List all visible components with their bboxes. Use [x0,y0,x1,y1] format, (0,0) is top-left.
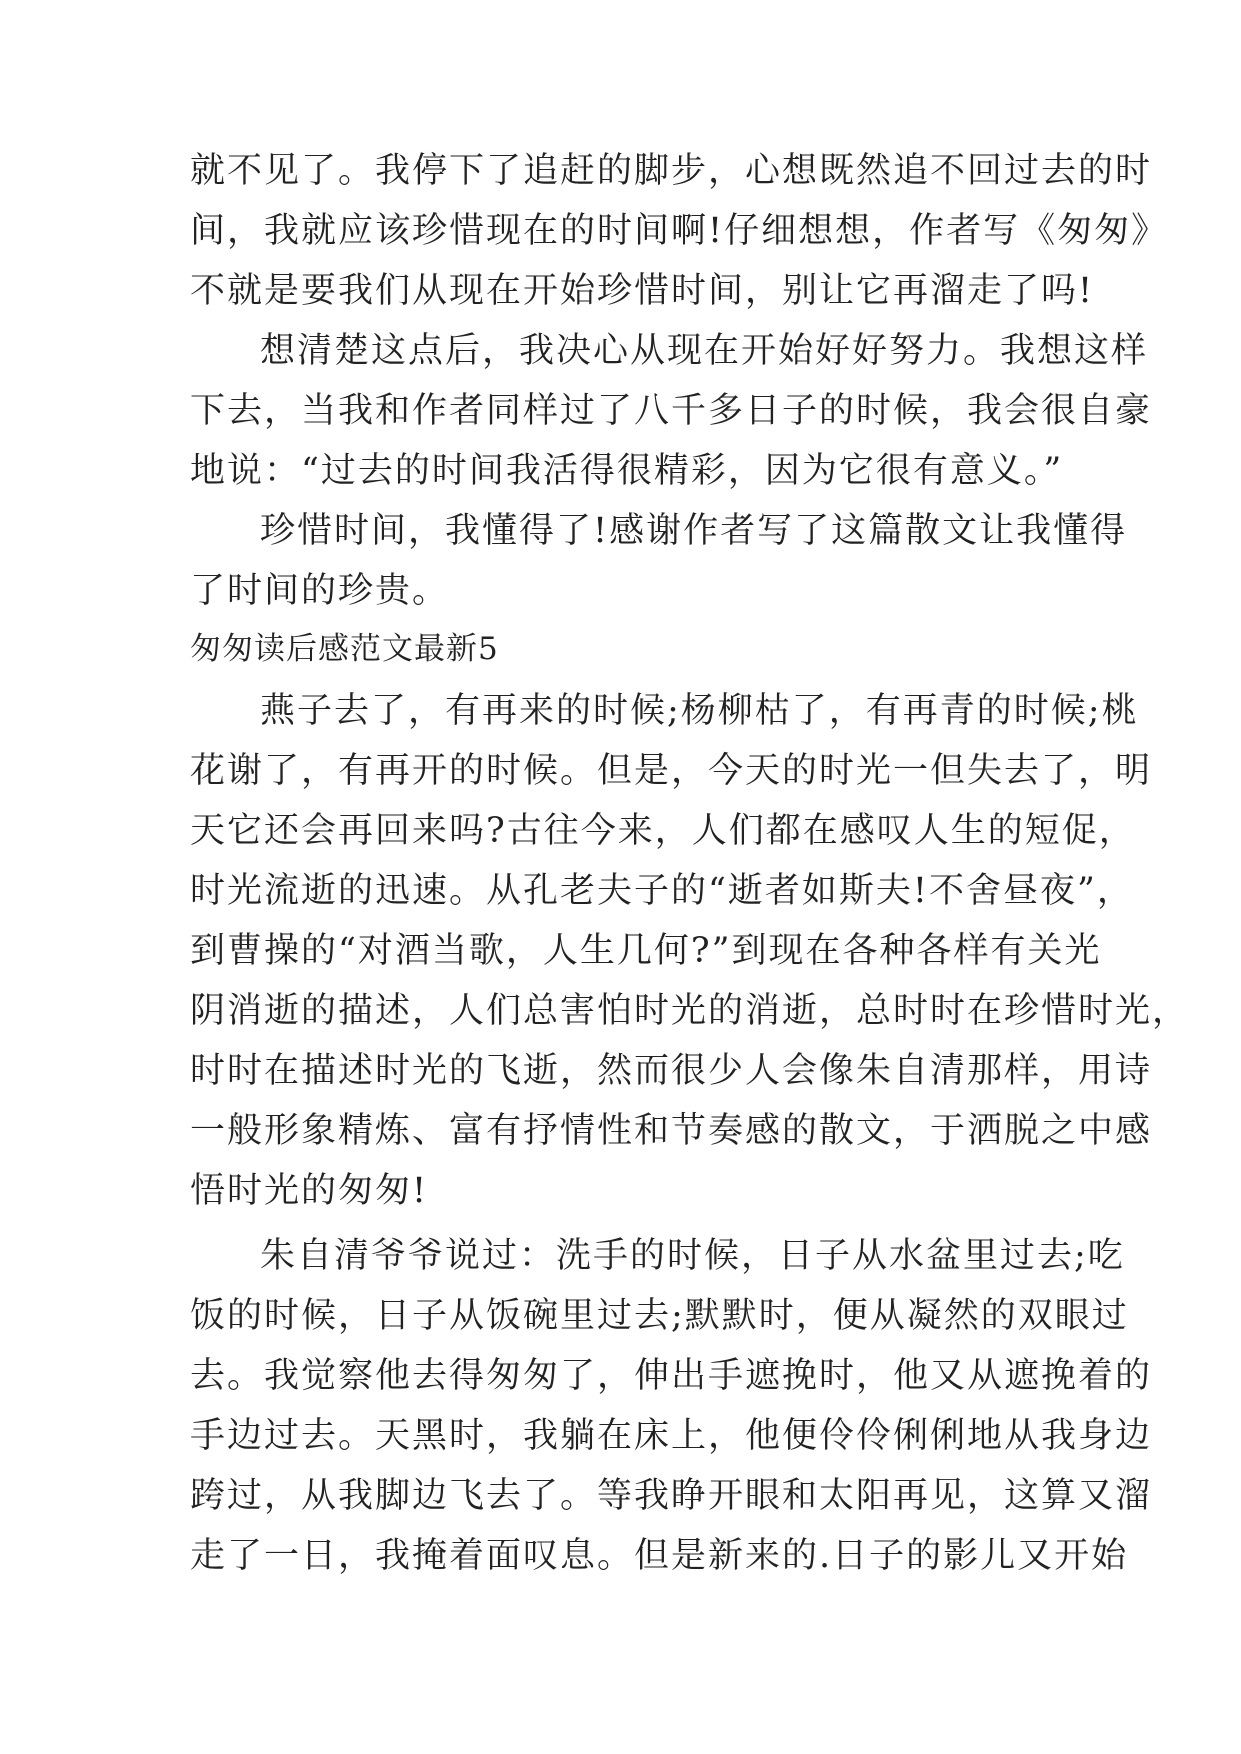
text-line: 间，我就应该珍惜现在的时间啊!仔细想想，作者写《匆匆》 [190,211,1169,251]
paragraph-first-line: 燕子去了，有再来的时候;杨柳枯了，有再青的时候;桃 [260,691,1139,731]
text-line: 花谢了，有再开的时候。但是，今天的时光一但失去了，明 [190,751,1153,791]
text-line: 去。我觉察他去得匆匆了，伸出手遮挽时，他又从遮挽着的 [190,1356,1153,1396]
text-line: 天它还会再回来吗?古往今来，人们都在感叹人生的短促， [190,811,1136,851]
text-line: 饭的时候，日子从饭碗里过去;默默时，便从凝然的双眼过 [190,1296,1129,1336]
text-line: 不就是要我们从现在开始珍惜时间，别让它再溜走了吗! [190,271,1095,311]
paragraph-first-line: 想清楚这点后，我决心从现在开始好好努力。我想这样 [260,331,1149,371]
text-line: 跨过，从我脚边飞去了。等我睁开眼和太阳再见，这算又溜 [190,1476,1153,1516]
section-heading: 匆匆读后感范文最新5 [190,631,499,667]
paragraph-first-line: 朱自清爷爷说过：洗手的时候，日子从水盆里过去;吃 [260,1236,1125,1276]
text-line: 一般形象精炼、富有抒情性和节奏感的散文，于洒脱之中感 [190,1111,1153,1151]
text-line: 地说：“过去的时间我活得很精彩，因为它很有意义。” [190,451,1064,491]
text-line: 时时在描述时光的飞逝，然而很少人会像朱自清那样，用诗 [190,1051,1153,1091]
text-line: 时光流逝的迅速。从孔老夫子的“逝者如斯夫!不舍昼夜”， [190,871,1134,911]
text-line: 悟时光的匆匆! [190,1171,429,1211]
text-line: 手边过去。天黑时，我躺在床上，他便伶伶俐俐地从我身边 [190,1416,1153,1456]
text-line: 到曹操的“对酒当歌，人生几何?”到现在各种各样有关光 [190,931,1102,971]
text-line: 了时间的珍贵。 [190,571,450,611]
text-line: 走了一日，我掩着面叹息。但是新来的.日子的影儿又开始 [190,1536,1129,1576]
text-line: 下去，当我和作者同样过了八千多日子的时候，我会很自豪 [190,391,1153,431]
text-line: 阴消逝的描述，人们总害怕时光的消逝，总时时在珍惜时光， [190,991,1190,1031]
text-line: 就不见了。我停下了追赶的脚步，心想既然追不回过去的时 [190,151,1153,191]
paragraph-first-line: 珍惜时间，我懂得了!感谢作者写了这篇散文让我懂得 [260,511,1128,551]
